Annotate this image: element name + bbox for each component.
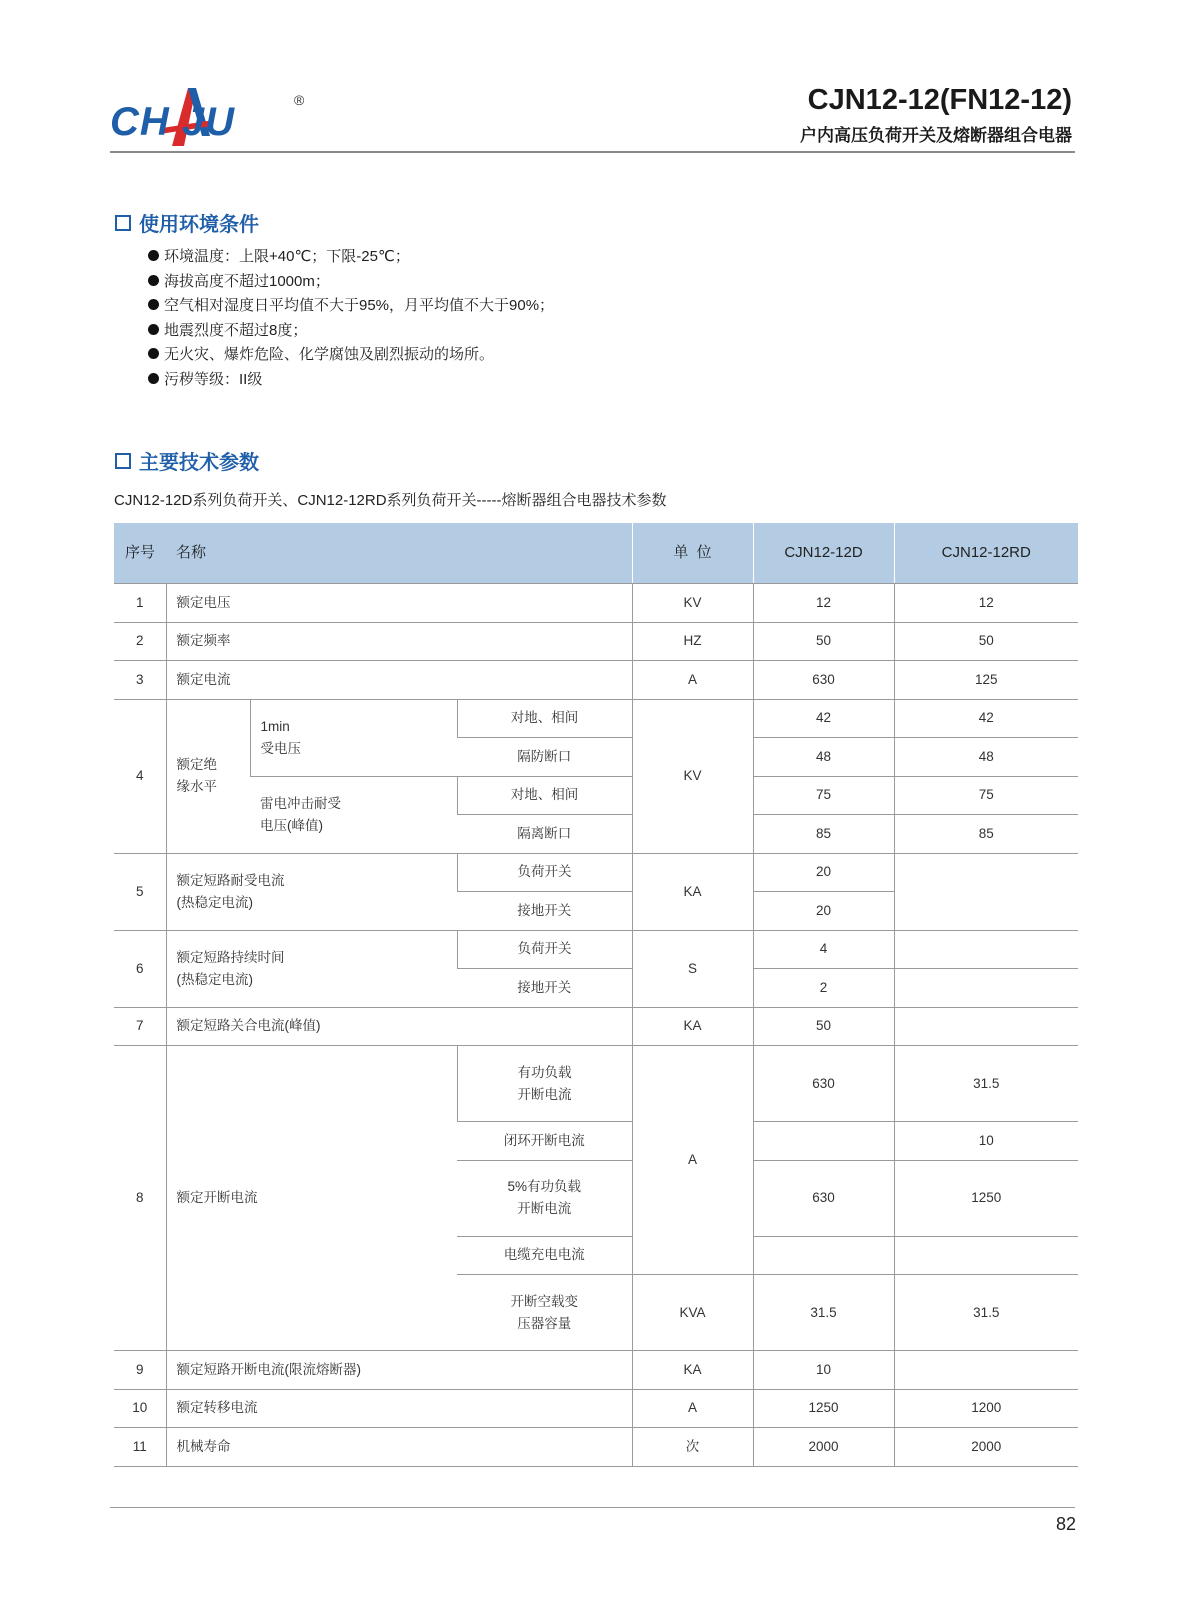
cell-name: 额定短路开断电流(限流熔断器) — [166, 1351, 632, 1390]
cell-rd: 31.5 — [894, 1046, 1078, 1122]
cell-rd: 2000 — [894, 1428, 1078, 1467]
cell-name: 额定开断电流 — [166, 1046, 457, 1351]
cell-no: 2 — [114, 622, 166, 661]
cell-sub: 闭环开断电流 — [457, 1122, 632, 1161]
cell-sub: 对地、相间 — [457, 699, 632, 738]
header-name: 名称 — [166, 523, 632, 584]
cell-subgroup: 雷电冲击耐受 电压(峰值) — [250, 776, 457, 853]
table-row — [114, 1428, 1078, 1467]
cell-unit: HZ — [632, 622, 753, 661]
cell-rd: 1250 — [894, 1160, 1078, 1236]
table-row — [114, 699, 1078, 738]
brand-logo — [110, 80, 310, 158]
cell-d: 1250 — [753, 1389, 894, 1428]
product-model: CJN12-12(FN12-12) — [807, 84, 1072, 116]
cell-no: 5 — [114, 853, 166, 930]
cell-unit: KV — [632, 584, 753, 623]
cell-d: 10 — [753, 1351, 894, 1390]
cell-no: 7 — [114, 1007, 166, 1046]
table-row — [114, 622, 1078, 661]
cell-no: 3 — [114, 661, 166, 700]
table-header-row — [114, 523, 1078, 584]
cell-d: 50 — [753, 1007, 894, 1046]
cell-rd: 85 — [894, 815, 1078, 854]
cell-d: 630 — [753, 661, 894, 700]
cell-name: 额定电流 — [166, 661, 632, 700]
section-title-environment: 使用环境条件 — [115, 208, 259, 237]
cell-rd: 48 — [894, 738, 1078, 777]
list-item: 海拔高度不超过1000m； — [148, 270, 554, 295]
cell-sub: 接地开关 — [457, 969, 632, 1008]
cell-name: 额定短路持续时间 (热稳定电流) — [166, 930, 457, 1007]
header-cjn12-12rd: CJN12-12RD — [894, 523, 1078, 584]
cell-d — [753, 1122, 894, 1161]
bullet-icon — [148, 348, 159, 359]
cell-d: 50 — [753, 622, 894, 661]
cell-no: 8 — [114, 1046, 166, 1351]
cell-sub: 隔防断口 — [457, 738, 632, 777]
table-row — [114, 1046, 1078, 1122]
cell-d: 31.5 — [753, 1275, 894, 1351]
cell-name: 机械寿命 — [166, 1428, 632, 1467]
table-row — [114, 853, 1078, 892]
cell-no: 4 — [114, 699, 166, 853]
cell-no: 6 — [114, 930, 166, 1007]
cell-no: 10 — [114, 1389, 166, 1428]
cell-d: 4 — [753, 930, 894, 969]
square-icon — [115, 453, 131, 469]
cell-name: 额定转移电流 — [166, 1389, 632, 1428]
cell-name: 额定绝 缘水平 — [166, 699, 250, 853]
cell-rd — [894, 969, 1078, 1008]
cell-name: 额定短路关合电流(峰值) — [166, 1007, 632, 1046]
table-caption: CJN12-12D系列负荷开关、CJN12-12RD系列负荷开关-----熔断器组合电器技术参数 — [114, 492, 667, 509]
registered-mark: ® — [294, 92, 305, 108]
list-item: 地震烈度不超过8度； — [148, 319, 554, 344]
cell-name: 额定频率 — [166, 622, 632, 661]
page-number: 82 — [1055, 1514, 1076, 1534]
bullet-icon — [148, 373, 159, 384]
cell-d — [753, 1236, 894, 1275]
cell-no: 9 — [114, 1351, 166, 1390]
cell-d: 75 — [753, 776, 894, 815]
square-icon — [115, 215, 131, 231]
bullet-icon — [148, 275, 159, 286]
bullet-icon — [148, 250, 159, 261]
spec-table — [114, 523, 1078, 1467]
cell-unit: KV — [632, 699, 753, 853]
cell-name: 额定短路耐受电流 (热稳定电流) — [166, 853, 457, 930]
cell-subgroup: 1min 受电压 — [250, 699, 457, 776]
cell-rd: 42 — [894, 699, 1078, 738]
product-subtitle: 户内高压负荷开关及熔断器组合电器 — [800, 126, 1072, 145]
cell-unit: A — [632, 1389, 753, 1428]
cell-rd — [894, 853, 1078, 930]
cell-d: 2 — [753, 969, 894, 1008]
table-row — [114, 661, 1078, 700]
cell-sub: 负荷开关 — [457, 853, 632, 892]
cell-unit: A — [632, 661, 753, 700]
cell-d: 48 — [753, 738, 894, 777]
cell-rd: 10 — [894, 1122, 1078, 1161]
cell-rd: 75 — [894, 776, 1078, 815]
cell-rd — [894, 930, 1078, 969]
table-row — [114, 1351, 1078, 1390]
cell-unit: KVA — [632, 1275, 753, 1351]
cell-d: 85 — [753, 815, 894, 854]
bullet-icon — [148, 299, 159, 310]
list-item: 空气相对湿度日平均值不大于95%，月平均值不大于90%； — [148, 294, 554, 319]
cell-rd: 125 — [894, 661, 1078, 700]
cell-d: 630 — [753, 1160, 894, 1236]
cell-unit: KA — [632, 853, 753, 930]
cell-sub: 隔离断口 — [457, 815, 632, 854]
footer-divider — [110, 1507, 1075, 1508]
cell-sub: 接地开关 — [457, 892, 632, 931]
cell-unit: S — [632, 930, 753, 1007]
cell-unit: 次 — [632, 1428, 753, 1467]
table-row — [114, 584, 1078, 623]
cell-unit: A — [632, 1046, 753, 1275]
environment-list — [148, 245, 554, 392]
bullet-icon — [148, 324, 159, 335]
logo-wordmark: CH JU — [110, 100, 236, 144]
cell-unit: KA — [632, 1007, 753, 1046]
table-row — [114, 1389, 1078, 1428]
list-item: 环境温度：上限+40℃；下限-25℃； — [148, 245, 554, 270]
cell-sub: 负荷开关 — [457, 930, 632, 969]
cell-rd — [894, 1007, 1078, 1046]
header-no: 序号 — [114, 523, 166, 584]
cell-d: 2000 — [753, 1428, 894, 1467]
cell-rd: 50 — [894, 622, 1078, 661]
header-divider — [110, 151, 1075, 153]
table-row — [114, 1007, 1078, 1046]
table-row — [114, 930, 1078, 969]
cell-no: 11 — [114, 1428, 166, 1467]
cell-d: 630 — [753, 1046, 894, 1122]
cell-no: 1 — [114, 584, 166, 623]
cell-sub: 对地、相间 — [457, 776, 632, 815]
cell-d: 20 — [753, 892, 894, 931]
cell-rd — [894, 1351, 1078, 1390]
cell-d: 20 — [753, 853, 894, 892]
table-row — [114, 776, 1078, 815]
section-title-specs: 主要技术参数 — [115, 446, 259, 475]
list-item: 污秽等级：II级 — [148, 368, 554, 393]
cell-d: 42 — [753, 699, 894, 738]
cell-sub: 5%有功负载 开断电流 — [457, 1160, 632, 1236]
cell-rd: 31.5 — [894, 1275, 1078, 1351]
cell-unit: KA — [632, 1351, 753, 1390]
cell-sub: 开断空载变 压器容量 — [457, 1275, 632, 1351]
cell-name: 额定电压 — [166, 584, 632, 623]
cell-rd — [894, 1236, 1078, 1275]
cell-sub: 有功负载 开断电流 — [457, 1046, 632, 1122]
cell-rd: 1200 — [894, 1389, 1078, 1428]
cell-sub: 电缆充电电流 — [457, 1236, 632, 1275]
cell-rd: 12 — [894, 584, 1078, 623]
cell-d: 12 — [753, 584, 894, 623]
list-item: 无火灾、爆炸危险、化学腐蚀及剧烈振动的场所。 — [148, 343, 554, 368]
header-unit: 单 位 — [632, 523, 753, 584]
header-cjn12-12d: CJN12-12D — [753, 523, 894, 584]
